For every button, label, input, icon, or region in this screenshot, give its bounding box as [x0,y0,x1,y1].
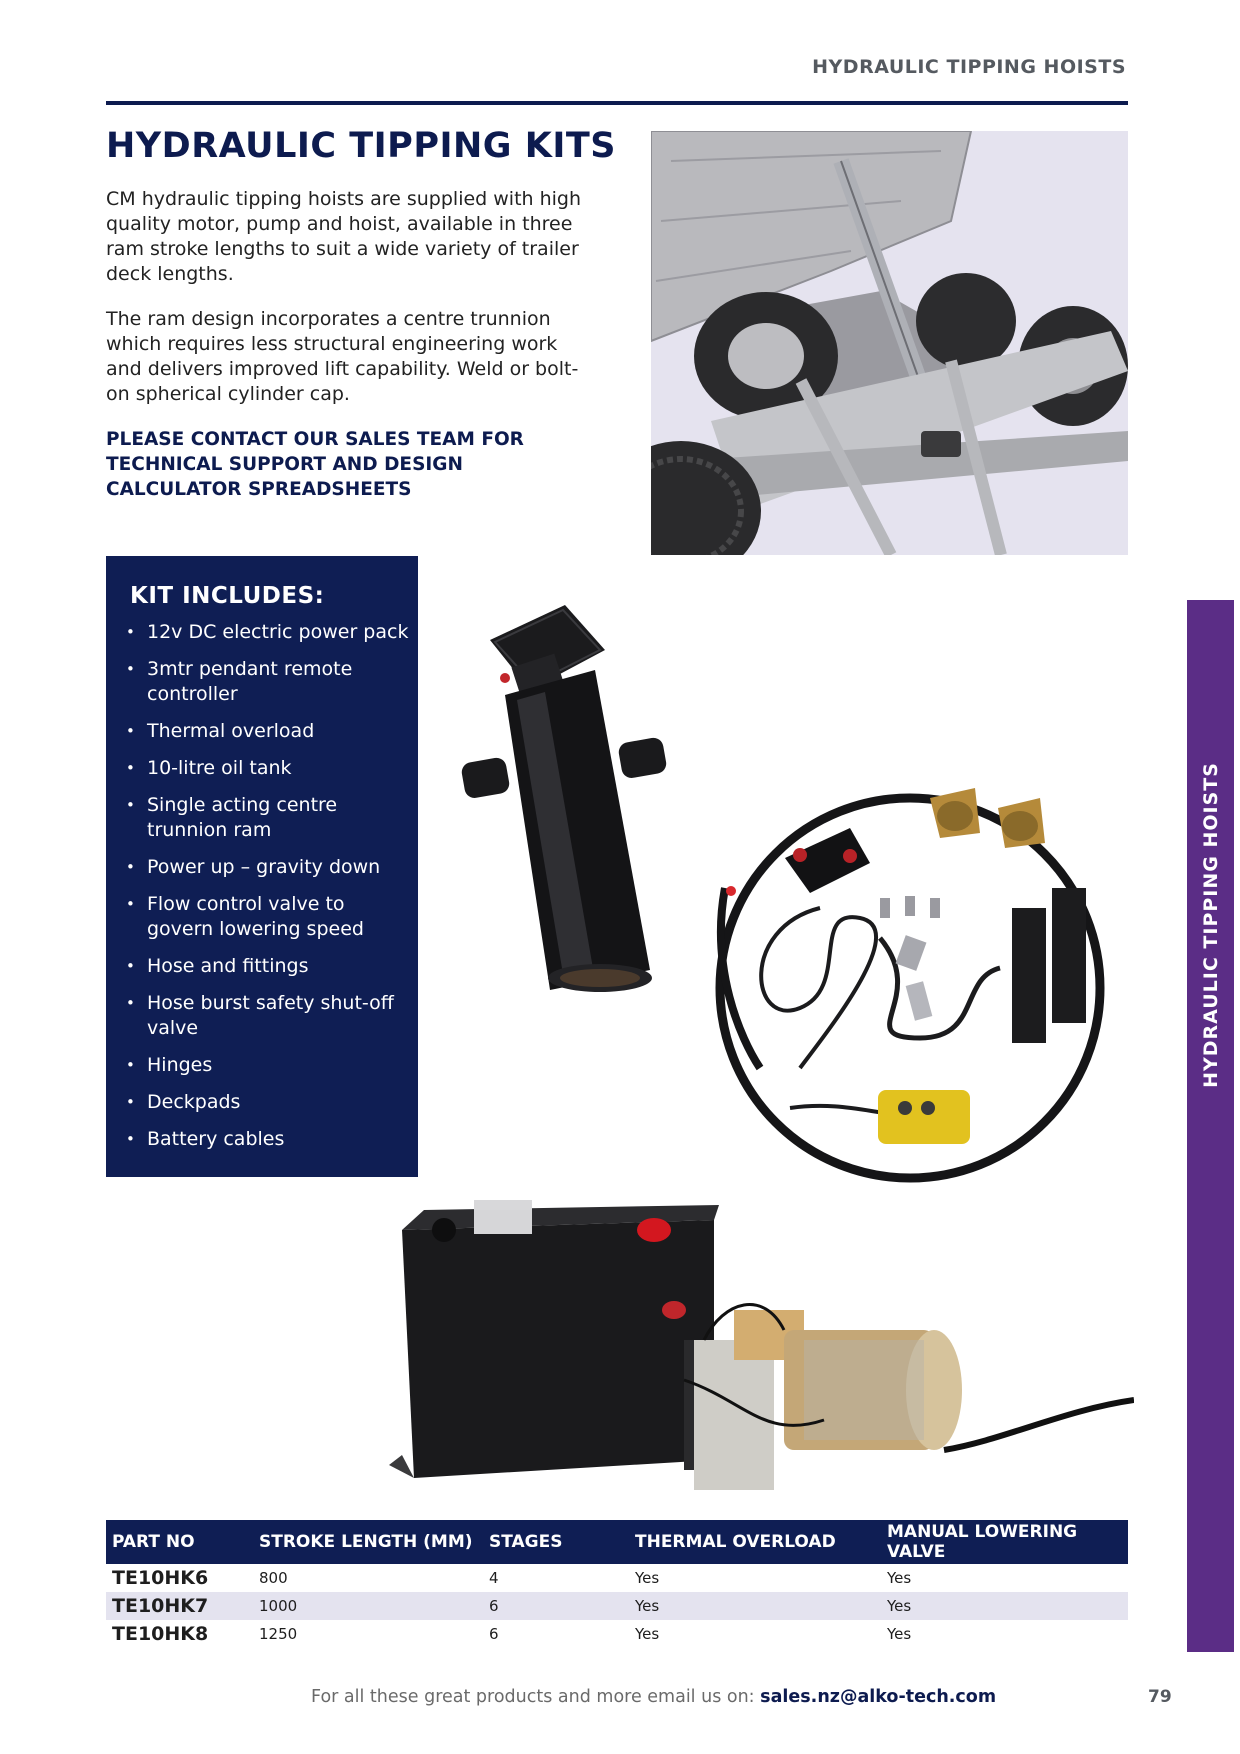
contact-note: PLEASE CONTACT OUR SALES TEAM FOR TECHNICAL SUPPORT AND DESIGN CALCULATOR SPREADSHEETS [106,429,524,500]
power-pack-image [384,1200,1134,1500]
kit-item: • Hinges [126,1053,412,1078]
kit-item: • Deckpads [126,1090,412,1115]
stroke-length-cell: 800 [259,1569,288,1587]
kit-item: • Thermal overload [126,719,412,744]
intro-text [106,187,596,522]
col-header: PART NO [106,1520,253,1564]
trailer-photo [651,131,1128,555]
kit-title: KIT INCLUDES: [130,583,325,609]
stages-cell: 4 [489,1569,499,1587]
side-tab-label: HYDRAULIC TIPPING HOISTS [1199,762,1222,1088]
kit-item: • Single acting centre trunnion ram [126,793,412,843]
page-title: HYDRAULIC TIPPING KITS [106,126,616,166]
section-header: HYDRAULIC TIPPING HOISTS [812,56,1126,78]
intro-paragraph-2: The ram design incorporates a centre trunnion which requires less structural engineering work and delivers improved lift capability. Weld or bolt-on spherical cylinder cap. [106,308,579,405]
page-number: 79 [1148,1687,1172,1707]
col-header: STAGES [483,1520,629,1564]
col-header: STROKE LENGTH (MM) [253,1520,483,1564]
kit-item: • 10-litre oil tank [126,756,412,781]
part-number-cell: TE10HK6 [112,1567,209,1589]
kit-item: • Power up – gravity down [126,855,412,880]
hose-fittings-image [700,768,1130,1198]
footer-message: For all these great products and more email us on: [311,1687,755,1707]
kit-item: • 12v DC electric power pack [126,620,412,645]
manual-lowering-valve-cell: Yes [887,1569,912,1587]
col-header: MANUAL LOWERING VALVE [881,1520,1128,1564]
side-section-tab [1187,600,1234,1652]
intro-paragraph-1: CM hydraulic tipping hoists are supplied with high quality motor, pump and hoist, available in three ram stroke lengths to suit a wide variety of trailer deck lengths. [106,188,582,285]
thermal-overload-cell: Yes [629,1592,881,1620]
kit-item: • Hose and fittings [126,954,412,979]
manual-lowering-valve-cell: Yes [881,1592,1128,1620]
kit-item: • Flow control valve to govern lowering speed [126,892,412,942]
table-header-row [106,1520,1128,1564]
kit-item: • Battery cables [126,1127,412,1152]
table-row [106,1620,1128,1648]
part-number-cell: TE10HK8 [112,1623,209,1645]
thermal-overload-cell: Yes [635,1625,660,1643]
stages-cell: 6 [489,1625,499,1643]
kit-list [126,620,412,1164]
stages-cell: 6 [483,1592,629,1620]
footer-text [311,1687,996,1707]
part-number-cell: TE10HK7 [106,1592,253,1620]
header-rule [106,101,1128,105]
parts-table [106,1520,1128,1648]
col-header: THERMAL OVERLOAD [629,1520,881,1564]
footer-email-link[interactable]: sales.nz@alko-tech.com [760,1687,997,1707]
hydraulic-ram-image [455,600,695,1000]
stroke-length-cell: 1000 [253,1592,483,1620]
table-row [106,1564,1128,1592]
thermal-overload-cell: Yes [635,1569,660,1587]
kit-includes-box [106,556,418,1177]
kit-item: • 3mtr pendant remote controller [126,657,412,707]
table-row [106,1592,1128,1620]
manual-lowering-valve-cell: Yes [887,1625,912,1643]
kit-item: • Hose burst safety shut-off valve [126,991,412,1041]
stroke-length-cell: 1250 [259,1625,298,1643]
